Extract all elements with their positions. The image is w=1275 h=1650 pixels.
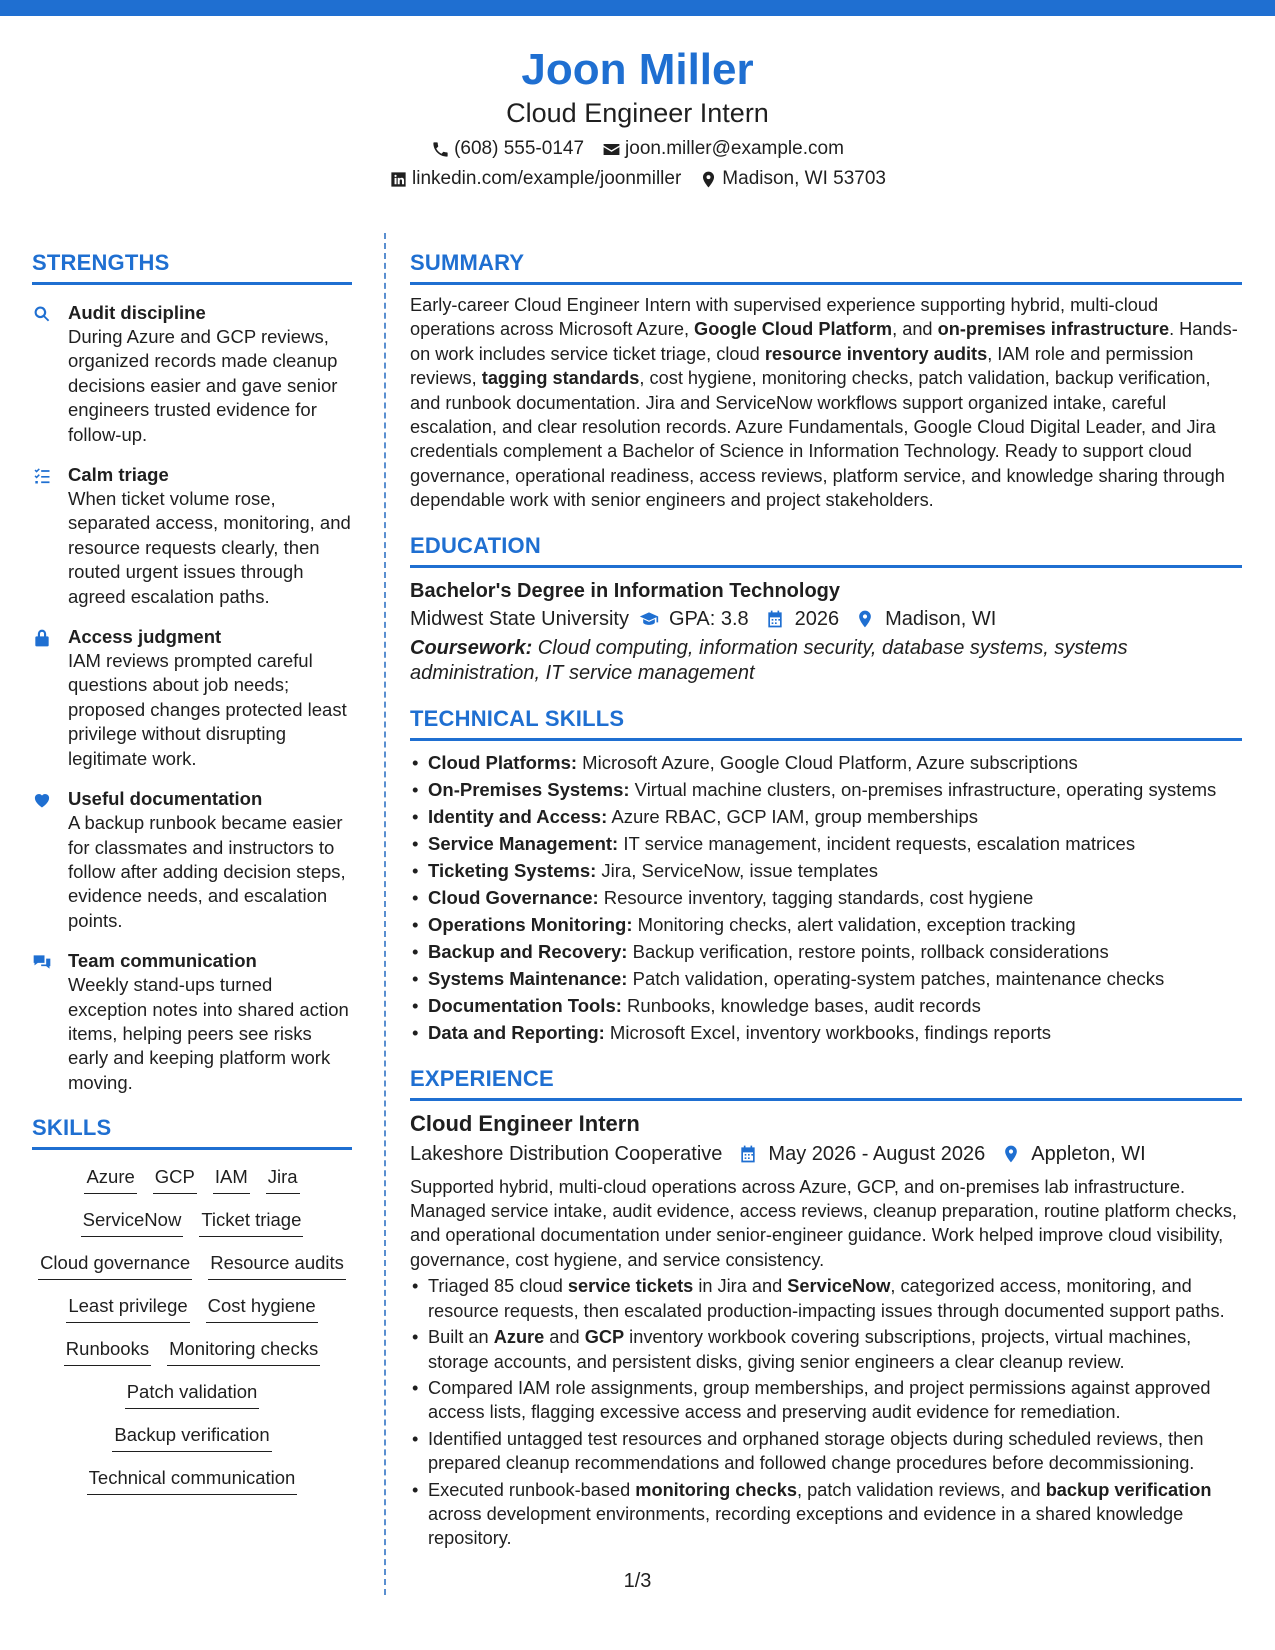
strength-title: Calm triage xyxy=(68,464,169,486)
technical-skills-heading: TECHNICAL SKILLS xyxy=(410,704,1242,741)
skills-tag-cloud xyxy=(32,1164,352,1495)
job-location: Appleton, WI xyxy=(1031,1142,1146,1165)
list-item xyxy=(410,1274,1242,1323)
list-item xyxy=(410,1325,1242,1374)
skill-value: Microsoft Excel, inventory workbooks, findings reports xyxy=(604,1021,1052,1043)
education-location: Madison, WI xyxy=(885,607,997,630)
strength-item xyxy=(32,463,352,609)
graduation-year: 2026 xyxy=(794,607,840,630)
list-item xyxy=(410,830,1242,857)
experience-heading: EXPERIENCE xyxy=(410,1064,1242,1101)
school-name: Midwest State University xyxy=(410,607,629,630)
skill-value: Monitoring checks, alert validation, exception tracking xyxy=(632,913,1076,935)
bullet-part: and xyxy=(544,1327,585,1348)
page-number: 1/3 xyxy=(623,1570,652,1592)
candidate-name: Joon Miller xyxy=(521,45,754,94)
strength-item xyxy=(32,625,352,771)
skill-tag: Cost hygiene xyxy=(206,1293,318,1323)
skill-tag: Cloud governance xyxy=(38,1250,192,1280)
top-accent-bar xyxy=(0,0,1275,16)
skill-label: Documentation Tools: xyxy=(428,994,622,1016)
list-item xyxy=(410,1427,1242,1476)
skill-value: Patch validation, operating-system patches, maintenance checks xyxy=(627,967,1165,989)
bullet-part: Compared IAM role assignments, group memberships, and project permissions against approved access lists, flagging excessive access and preserving audit evidence for remediation. xyxy=(428,1377,1211,1423)
skill-tag: Ticket triage xyxy=(199,1207,303,1237)
location-contact xyxy=(699,164,886,194)
summary-part: Early-career Cloud Engineer Intern with supervised experience supporting hybrid, multi-cloud operations across Microsoft Azure, xyxy=(410,295,1159,340)
bullet-part: Triaged 85 cloud xyxy=(428,1276,568,1297)
skill-value: Jira, ServiceNow, issue templates xyxy=(596,859,878,881)
linkedin-text[interactable]: linkedin.com/example/joonmiller xyxy=(412,168,682,189)
skill-tag: GCP xyxy=(153,1164,197,1194)
candidate-title: Cloud Engineer Intern xyxy=(506,98,769,128)
strength-item xyxy=(32,787,352,933)
lock-icon xyxy=(32,628,52,648)
right-column xyxy=(410,248,1242,1551)
list-item xyxy=(410,965,1242,992)
phone-icon xyxy=(431,140,450,159)
summary-heading: SUMMARY xyxy=(410,248,1242,285)
strength-title: Team communication xyxy=(68,950,257,972)
skill-tag: Least privilege xyxy=(66,1293,189,1323)
bullet-part: across development environments, recording exceptions and evidence in a shared knowledge repository. xyxy=(428,1503,1184,1549)
skill-label: Backup and Recovery: xyxy=(428,940,628,962)
resume-header xyxy=(0,44,1275,194)
bullet-bold: backup verification xyxy=(1045,1479,1212,1500)
skill-label: Systems Maintenance: xyxy=(428,967,628,989)
coursework xyxy=(410,636,1242,686)
left-column xyxy=(32,248,352,1495)
checklist-icon xyxy=(32,466,52,486)
bullet-bold: monitoring checks xyxy=(635,1479,797,1500)
skill-tag: ServiceNow xyxy=(81,1207,184,1237)
summary-part: , and xyxy=(892,319,938,340)
skill-tag: Resource audits xyxy=(208,1250,346,1280)
envelope-icon xyxy=(602,140,621,159)
skill-label: Identity and Access: xyxy=(428,805,608,827)
skill-tag: IAM xyxy=(213,1164,250,1194)
search-icon xyxy=(32,304,52,324)
experience-bullets xyxy=(410,1274,1242,1550)
summary-bold: Google Cloud Platform xyxy=(694,319,893,340)
summary-bold: tagging standards xyxy=(481,368,640,389)
skill-tag: Azure xyxy=(84,1164,136,1194)
bullet-bold: service tickets xyxy=(567,1276,694,1297)
experience-meta xyxy=(410,1139,1242,1169)
job-dates: May 2026 - August 2026 xyxy=(768,1142,986,1165)
summary-part: . Hands-on work includes service ticket triage, cloud xyxy=(410,319,1238,364)
strength-desc: Weekly stand-ups turned exception notes into shared action items, helping peers see risks early and keeping platform work moving. xyxy=(68,974,349,1093)
strength-title: Useful documentation xyxy=(68,788,263,810)
skill-row xyxy=(32,1207,352,1237)
contact-row-1 xyxy=(0,134,1275,164)
skill-value: Microsoft Azure, Google Cloud Platform, Azure subscriptions xyxy=(577,751,1078,773)
contact-row-2 xyxy=(0,164,1275,194)
strength-desc: During Azure and GCP reviews, organized records made cleanup decisions easier and gave senior engineers trusted evidence for follow-up. xyxy=(68,326,338,445)
skill-label: Operations Monitoring: xyxy=(428,913,633,935)
skill-tag: Backup verification xyxy=(112,1422,271,1452)
summary-part: , cost hygiene, monitoring checks, patch validation, backup verification, and runbook documentation. Jira and ServiceNow workflows support organized intake, careful escalation, and clear resolution records. Azure Fundamentals, Google Cloud Digital Leader, and Jira credentials complement a Bachelor of Science in Information Technology. Ready to support cloud governance, operational readiness, access reviews, platform service, and knowledge sharing through dependable work with senior engineers and project stakeholders. xyxy=(410,368,1225,511)
strengths-heading: STRENGTHS xyxy=(32,248,352,285)
graduation-cap-icon xyxy=(639,609,659,629)
list-item xyxy=(410,938,1242,965)
map-pin-icon xyxy=(1001,1144,1021,1164)
skills-heading: SKILLS xyxy=(32,1113,352,1150)
strength-desc: A backup runbook became easier for classmates and instructors to follow after adding decision steps, evidence needs, and escalation points. xyxy=(68,812,346,931)
summary-bold: on-premises infrastructure xyxy=(937,319,1170,340)
map-pin-icon xyxy=(699,170,718,189)
strength-desc: When ticket volume rose, separated access, monitoring, and resource requests clearly, then routed urgent issues through agreed escalation paths. xyxy=(68,488,351,607)
strength-desc: IAM reviews prompted careful questions about job needs; proposed changes protected least privilege without disrupting legitimate work. xyxy=(68,650,347,769)
column-divider xyxy=(384,233,386,1595)
bullet-part: in Jira and xyxy=(693,1276,788,1297)
list-item xyxy=(410,884,1242,911)
gpa-text: GPA: 3.8 xyxy=(668,607,749,630)
comments-icon xyxy=(32,952,52,972)
location-text: Madison, WI 53703 xyxy=(722,168,886,189)
calendar-icon xyxy=(738,1144,758,1164)
strength-item xyxy=(32,301,352,447)
coursework-text: Cloud computing, information security, database systems, systems administration, IT service management xyxy=(410,636,1128,684)
strength-title: Audit discipline xyxy=(68,302,206,323)
skill-label: Cloud Platforms: xyxy=(428,751,578,773)
list-item xyxy=(410,749,1242,776)
skill-row xyxy=(32,1250,352,1280)
skill-row xyxy=(32,1293,352,1323)
education-heading: EDUCATION xyxy=(410,531,1242,568)
summary-bold: resource inventory audits xyxy=(764,343,988,364)
list-item xyxy=(410,911,1242,938)
skill-value: Azure RBAC, GCP IAM, group memberships xyxy=(607,805,979,827)
bullet-bold: ServiceNow xyxy=(787,1276,891,1297)
email-text[interactable]: joon.miller@example.com xyxy=(625,138,844,159)
bullet-part: Identified untagged test resources and orphaned storage objects during scheduled reviews, then prepared cleanup recommendations and followed change procedures before decommissioning. xyxy=(428,1428,1204,1474)
skill-row xyxy=(32,1422,352,1452)
bullet-bold: Azure xyxy=(493,1327,545,1348)
calendar-icon xyxy=(765,609,785,629)
skill-row xyxy=(32,1379,352,1409)
skill-tag: Jira xyxy=(266,1164,300,1194)
degree-title: Bachelor's Degree in Information Technology xyxy=(410,579,841,602)
summary-text xyxy=(410,293,1242,513)
job-title: Cloud Engineer Intern xyxy=(410,1110,640,1136)
list-item xyxy=(410,776,1242,803)
skill-label: Data and Reporting: xyxy=(428,1021,605,1043)
phone-contact xyxy=(431,134,584,164)
skill-tag: Patch validation xyxy=(125,1379,260,1409)
skill-label: Cloud Governance: xyxy=(428,886,599,908)
list-item xyxy=(410,1478,1242,1551)
list-item xyxy=(410,992,1242,1019)
skill-tag: Runbooks xyxy=(64,1336,151,1366)
map-pin-icon xyxy=(855,609,875,629)
list-item xyxy=(410,1019,1242,1046)
bullet-part: inventory workbook covering subscriptions, projects, virtual machines, storage accounts, and persistent disks, giving senior engineers a clear cleanup review. xyxy=(428,1327,1192,1372)
skill-label: Service Management: xyxy=(428,832,619,854)
list-item xyxy=(410,857,1242,884)
email-contact[interactable] xyxy=(602,134,844,164)
bullet-part: , patch validation reviews, and xyxy=(796,1479,1046,1500)
skill-row xyxy=(32,1465,352,1495)
skill-tag: Technical communication xyxy=(87,1465,298,1495)
bullet-part: , categorized access, monitoring, and resource requests, then escalated production-impacting issues through documented support paths. xyxy=(428,1276,1225,1321)
skill-row xyxy=(32,1336,352,1366)
summary-part: , IAM role and permission reviews, xyxy=(410,343,1194,389)
skill-value: Backup verification, restore points, rollback considerations xyxy=(627,940,1109,962)
skill-value: Resource inventory, tagging standards, cost hygiene xyxy=(598,886,1034,908)
bullet-bold: GCP xyxy=(584,1327,625,1348)
strength-item xyxy=(32,949,352,1095)
bullet-part: Built an xyxy=(428,1327,494,1348)
company-name: Lakeshore Distribution Cooperative xyxy=(410,1142,723,1165)
linkedin-contact[interactable] xyxy=(389,164,681,194)
skill-value: Virtual machine clusters, on-premises infrastructure, operating systems xyxy=(629,778,1217,800)
technical-skills-list xyxy=(410,749,1242,1046)
skill-value: Runbooks, knowledge bases, audit records xyxy=(621,994,981,1016)
phone-text: (608) 555-0147 xyxy=(454,138,585,159)
list-item xyxy=(410,1376,1242,1425)
linkedin-icon xyxy=(389,170,408,189)
bullet-part: Executed runbook-based xyxy=(428,1479,636,1500)
heart-icon xyxy=(32,790,52,810)
strength-title: Access judgment xyxy=(68,626,222,648)
education-meta xyxy=(410,604,1242,634)
skill-value: IT service management, incident requests, escalation matrices xyxy=(618,832,1136,854)
list-item xyxy=(410,803,1242,830)
skill-row xyxy=(32,1164,352,1194)
coursework-label: Coursework: xyxy=(410,636,533,659)
skill-label: On-Premises Systems: xyxy=(428,778,630,800)
job-description: Supported hybrid, multi-cloud operations across Azure, GCP, and on-premises lab infrastructure. Managed service intake, audit evidence, access reviews, cleanup preparation, routine platform checks, and operational documentation under senior-engineer guidance. Work helped improve cloud visibility, governance, cost hygiene, and service consistency. xyxy=(410,1176,1237,1270)
skill-tag: Monitoring checks xyxy=(167,1336,320,1366)
skill-label: Ticketing Systems: xyxy=(428,859,597,881)
